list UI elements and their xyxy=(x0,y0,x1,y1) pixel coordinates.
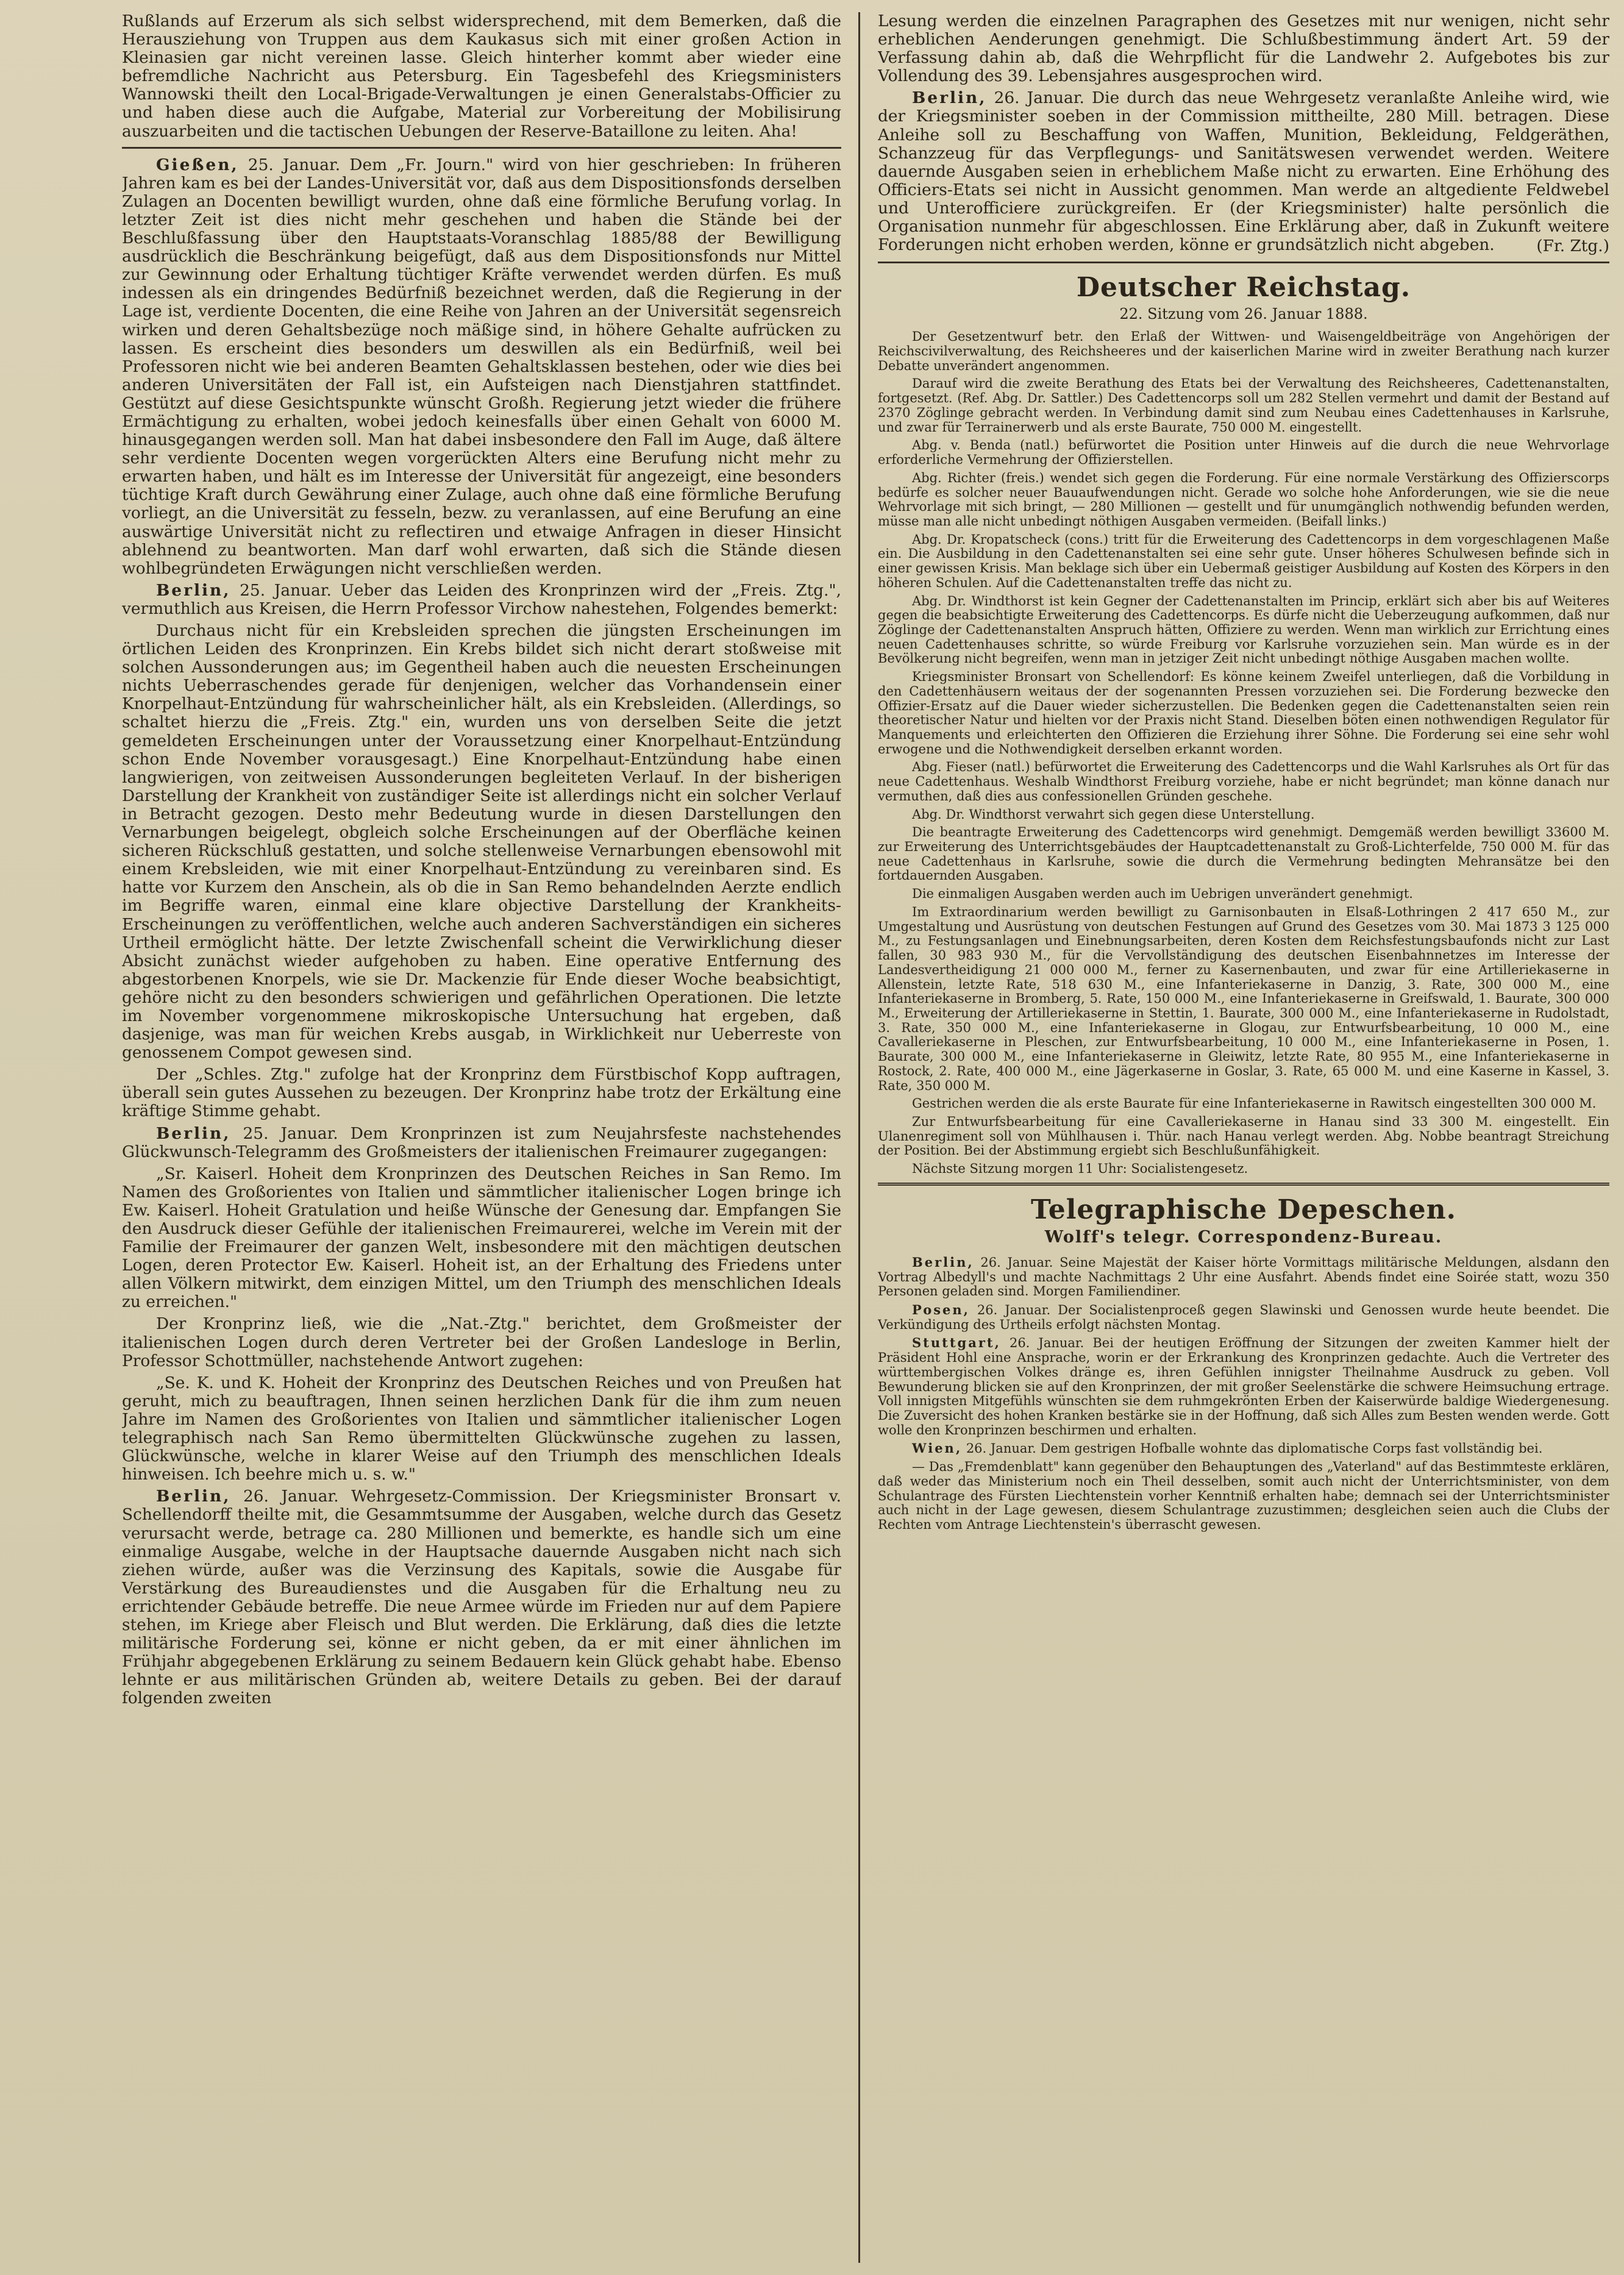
reichstag-para-5: Abg. Dr. Kropatscheck (cons.) tritt für die Erweiterung des Cadettencorps in dem vorgeschlagenen Maße ein. Die Ausbildung in den Cadettenanstalten sei eine sehr gute. Unser höheres Schulwesen befinde sich in einer gewissen Krisis. Man beklage sich über ein Uebermaß geistiger Ausbildung auf Kosten des Körpers in den höheren Schulen. Auf die Cadettenanstalten treffe das nicht zu. xyxy=(878,532,1609,590)
article-berlin-wehrgesetz xyxy=(122,1487,841,1707)
reichstag-para-8: Abg. Fieser (natl.) befürwortet die Erweiterung des Cadettencorps und die Wahl Karlsruhes als Ort für das neue Cadettenhaus. Weshalb Windthorst Freiburg vorziehe, habe er nicht begründet; man könne danach nur vermuthen, daß dies aus confessionellen Gründen geschehe. xyxy=(878,760,1609,803)
reichstag-para-6: Abg. Dr. Windthorst ist kein Gegner der Cadettenanstalten im Princip, erklärt sich aber bis auf Weiteres gegen die beabsichtigte Erweiterung des Cadettencorps. Es dürfe nicht die Ueberzeugung aufkommen, daß nur Zöglinge der Cadettenanstalten Anspruch hätten, Offiziere zu werden. Wenn man wirklich zur Errichtung eines neuen Cadettenhauses schritte, so würde Freiburg vor Karlsruhe vorzuziehen sein. Man würde es in der Bevölkerung nicht begreifen, wenn man in jetziger Zeit nicht unbedingt nöthige Ausgaben machen wollte. xyxy=(878,593,1609,666)
reichstag-para-2: Darauf wird die zweite Berathung des Etats bei der Verwaltung des Reichsheeres, Cadettenanstalten, fortgesetzt. (Ref. Abg. Dr. Sattler.) Des Cadettencorps soll um 282 Stellen vermehrt und damit der Bestand auf 2370 Zöglinge gebracht werden. In Verbindung damit sind zum Neubau eines Cadettenhauses in Karlsruhe, und zwar für Terrainerwerb und als erste Baurate, 750 000 M. eingestellt. xyxy=(878,376,1609,435)
reichstag-para-14: Zur Entwurfsbearbeitung für eine Cavalleriekaserne in Hanau sind 33 300 M. eingestellt. Ein Ulanenregiment soll von Mühlhausen i. Thür. nach Hanau verlegt werden. Abg. Nobbe beantragt Streichung der Position. Bei der Abstimmung ergiebt sich Beschlußunfähigkeit. xyxy=(878,1114,1609,1158)
berlin1-schles: Der „Schles. Ztg." zufolge hat der Kronprinz dem Fürstbischof Kopp auftragen, überall sein gutes Aussehen zu bezeugen. Der Kronprinz habe trotz der Erkältung eine kräftige Stimme gehabt. xyxy=(122,1065,841,1121)
telegram-wien xyxy=(878,1441,1609,1456)
tele-stuttgart-text: 26. Januar. Bei der heutigen Eröffnung der Sitzungen der zweiten Kammer hielt der Präsident Hohl eine Ansprache, worin er der Erkrankung des Kronprinzen gedachte. Auch die Vertreter des württembergischen Volkes dränge es, ihren Gefühlen innigster Theilnahme Ausdruck zu geben. Voll Bewunderung blicken sie auf den Kronprinzen, der mit großer Seelenstärke die schwere Heimsuchung ertrage. Voll innigsten Mitgefühls wünschten sie dem ruhmgekrönten Erben der Kaiserwürde baldige Wiedergenesung. Die Zuversicht des hohen Kranken bestärke sie in der Hoffnung, daß sich Alles zum Besten wenden werde. Gott wolle den Kronprinzen beschirmen und erhalten. xyxy=(878,1336,1609,1437)
dateline-tele-wien: Wien, xyxy=(912,1440,963,1456)
left-column xyxy=(122,12,841,2263)
reichstag-para-12: Im Extraordinarium werden bewilligt zu Garnisonbauten in Elsaß-Lothringen 2 417 650 M., zur Umgestaltung und Ausrüstung von deutschen Festungen auf Grund des Gesetzes vom 30. Mai 1873 3 125 000 M., zu Festungsanlagen und Einebnungsarbeiten, deren Kosten dem Reichsfestungsbaufonds nicht zur Last fallen, 30 983 930 M., für die Vervollständigung des deutschen Eisenbahnnetzes im Interesse der Landesvertheidigung 21 000 000 M., ferner zu Kasernenbauten, und zwar für eine Artilleriekaserne in Allenstein, letzte Rate, 518 630 M., eine Infanteriekaserne in Danzig, 3. Rate, 300 000 M., eine Infanteriekaserne in Bromberg, 5. Rate, 150 000 M., eine Infanteriekaserne in Greifswald, 1. Baurate, 300 000 M., Erweiterung der Artilleriekaserne in Stettin, 1. Baurate, 300 000 M., eine Infanteriekaserne in Rudolstadt, 3. Rate, 350 000 M., eine Infanteriekaserne in Glogau, zur Entwurfsbearbeitung, 10 000 M., eine Cavalleriekaserne in Pleschen, zur Entwurfsbearbeitung, 10 000 M., eine Infanteriekaserne in Posen, 1. Baurate, 300 000 M., eine Infanteriekaserne in Gleiwitz, letzte Rate, 80 955 M., eine Infanteriekaserne in Rostock, 2. Rate, 400 000 M., eine Jägerkaserne in Goslar, 3. Rate, 65 000 M. und eine Kaserne in Kassel, 3. Rate, 350 000 M. xyxy=(878,904,1609,1093)
dateline-berlin-3: Berlin, xyxy=(156,1487,231,1506)
dateline-berlin-2: Berlin, xyxy=(156,1123,231,1143)
dateline-tele-berlin: Berlin, xyxy=(912,1254,974,1270)
section-divider-telegraph xyxy=(878,1183,1609,1186)
berlin2-text: 25. Januar. Dem Kronprinzen ist zum Neujahrsfeste nachstehendes Glückwunsch-Telegramm des Großmeisters der italienischen Freimaurer zugegangen: xyxy=(122,1123,841,1161)
dateline-berlin-1: Berlin, xyxy=(156,580,231,600)
berlin1-text: 25. Januar. Ueber das Leiden des Kronprinzen wird der „Freis. Ztg.", vermuthlich aus Kreisen, die Herrn Professor Virchow nahestehen, Folgendes bemerkt: xyxy=(122,580,841,618)
reichstag-para-15: Nächste Sitzung morgen 11 Uhr: Socialistengesetz. xyxy=(912,1161,1248,1177)
reichstag-para-13: Gestrichen werden die als erste Baurate für eine Infanteriekaserne in Rawitsch eingestellten 300 000 M. xyxy=(912,1096,1597,1111)
berlin1-quote: Durchaus nicht für ein Krebsleiden sprechen die jüngsten Erscheinungen im örtlichen Leiden des Kronprinzen. Ein Krebs bildet sich nicht derart stoßweise mit solchen Aussonderungen aus; im Gegentheil haben auch die neuesten Erscheinungen nichts Ueberraschendes gerade für denjenigen, welcher das Vorhandensein einer Knorpelhaut-Entzündung für wahrscheinlicher hält, als ein Krebsleiden. (Allerdings, so schaltet hierzu die „Freis. Ztg." ein, wurden uns von derselben Seite die jetzt gemeldeten Erscheinungen unter der Voraussetzung einer Knorpelhaut-Entzündung schon Ende November vorausgesagt.) Eine Knorpelhaut-Entzündung habe einen langwierigen, von zeitweisen Aussonderungen begleiteten Verlauf. In der bisherigen Darstellung der Krankheit von zuständiger Seite ist allerdings nicht ein solcher Verlauf in Betracht gezogen. Desto mehr Bedeutung wurde in diesen Darstellungen den Vernarbungen beigelegt, obgleich solche Erscheinungen auf der Oberfläche keinen sicheren Rückschluß gestatten, und solche stellenweise Vernarbungen ebensowohl mit einem Krebsleiden, wie mit einer Knorpelhaut-Entzündung zu vereinbaren sind. Es hatte vor Kurzem den Anschein, als ob die in San Remo behandelnden Aerzte endlich im Begriffe waren, einmal eine klare objective Darstellung der Krankheits-Erscheinungen zu veröffentlichen, welche auch anderen Sachverständigen ein sicheres Urtheil ermöglicht hätte. Der letzte Zwischenfall scheint die Verwirklichung dieser Absicht zunächst wieder aufgehoben zu haben. Eine operative Entfernung des abgestorbenen Knorpels, wie sie Dr. Mackenzie für Ende dieser Woche beabsichtigt, gehöre nicht zu den besonders schwierigen und gefährlichen Operationen. Die letzte im November vorgenommene mikroskopische Untersuchung hat ergeben, daß dasjenige, was man für weichen Krebs ausgab, in Wirklichkeit nur Ueberreste von genossenem Compot gewesen sind. xyxy=(122,621,841,1063)
tele-wien-text: 26. Januar. Dem gestrigen Hofballe wohnte das diplomatische Corps fast vollständig bei. xyxy=(962,1441,1543,1456)
berlin2-answer: „Se. K. und K. Hoheit der Kronprinz des Deutschen Reiches und von Preußen hat geruht, mich zu beauftragen, Ihnen seinen herzlichen Dank für die ihm zum neuen Jahre im Namen des Großorientes von Italien und sämmtlicher italienischer Logen telegraphisch nach San Remo übermittelten Glückwünsche zugehen zu lassen, Glückwünsche, welche in klarer Weise auf den Triumph des menschlichen Ideals hinweisen. Ich beehre mich u. s. w." xyxy=(122,1373,841,1484)
tele-berlin-text: 26. Januar. Seine Majestät der Kaiser hörte Vormittags militärische Meldungen, alsdann den Vortrag Albedyll's und machte Nachmittags 2 Uhr eine Ausfahrt. Abends findet eine Soirée statt, wozu 350 Personen geladen sind. Morgen Familiendiner. xyxy=(878,1255,1609,1299)
article-divider xyxy=(122,147,841,149)
reichstag-para-7: Kriegsminister Bronsart von Schellendorf: Es könne keinem Zweifel unterliegen, daß die Vorbildung in den Cadettenhäusern weitaus der der sogenannten Pressen vorzuziehen sei. Die Forderung bezwecke den Offizier-Ersatz auf die Dauer wieder sicherzustellen. Die Bedenken gegen die Cadettenanstalten seien rein theoretischer Natur und hielten vor der Praxis nicht Stand. Dieselben böten einen nothwendigen Regulator für Manquements und erleichterten den Offizieren die Erziehung ihrer Söhne. Die Forderung sei eine sehr wohl erwogene und die Nothwendigkeit derselben erkannt worden. xyxy=(878,669,1609,757)
reichstag-para-1: Der Gesetzentwurf betr. den Erlaß der Wittwen- und Waisengeldbeiträge von Angehörigen der Reichscivilverwaltung, des Reichsheeres und der kaiserlichen Marine wird in zweiter Berathung nach kurzer Debatte unverändert angenommen. xyxy=(878,329,1609,373)
wehrgesetz-continuation: Lesung werden die einzelnen Paragraphen des Gesetzes mit nur wenigen, nicht sehr erheblichen Aenderungen genehmigt. Die Schlußbestimmung ändert Art. 59 der Verfassung dahin ab, daß die Wehrpflicht für die Landwehr 2. Aufgebotes bis zur Vollendung des 39. Lebensjahres ausgesprochen wird. xyxy=(878,12,1609,86)
dateline-berlin-anleihe: Berlin, xyxy=(912,88,987,108)
dateline-giessen: Gießen, xyxy=(156,155,239,174)
reichstag-para-4: Abg. Richter (freis.) wendet sich gegen die Forderung. Für eine normale Verstärkung des Offizierscorps bedürfe es solcher neuer Bauaufwendungen nicht. Gerade wo solche hohe Anforderungen, wie sie die neue Wehrvorlage mit sich bringt, — 280 Millionen — gestellt und für unumgänglich nothwendig befunden werden, müsse man alle nicht unbedingt nöthigen Ausgaben vermeiden. (Beifall links.) xyxy=(878,470,1609,529)
article-berlin-freimaurer xyxy=(122,1125,841,1161)
giessen-text: 25. Januar. Dem „Fr. Journ." wird von hier geschrieben: In früheren Jahren kam es bei der Landes-Universität vor, daß aus dem Dispositionsfonds derselben Zulagen an Docenten bewilligt wurden, ohne daß eine förmliche Berufung vorlag. In letzter Zeit ist dies nicht mehr geschehen und haben die Stände bei der Beschlußfassung über den Hauptstaats-Voranschlag 1885/88 der Bewilligung ausdrücklich die Beschränkung beigefügt, daß aus dem Dispositionsfonds nur Mittel zur Gewinnung oder Erhaltung tüchtiger Kräfte verwendet werden dürfen. Es muß indessen als ein dringendes Bedürfniß bezeichnet werden, daß die Regierung in der Lage ist, verdiente Docenten, die eine Reihe von Jahren an der Universität segensreich wirken und deren Gehaltsbezüge noch mäßige sind, in höhere Gehalte aufrücken zu lassen. Es erscheint dies besonders um deswillen als ein Bedürfniß, weil bei Professoren nicht wie bei anderen Beamten Gehaltsklassen bestehen, oder wie dies bei anderen Universitäten der Fall ist, ein Aufsteigen nach Dienstjahren stattfindet. Gestützt auf diese Gesichtspunkte wünscht Großh. Regierung jetzt wieder die frühere Ermächtigung zu erhalten, wobei jedoch keinesfalls über einen Gehalt von 6000 M. hinausgegangen werden soll. Man hat dabei insbesondere den Fall im Auge, daß ältere sehr verdiente Docenten wegen vorgerückten Alters eine Berufung nicht mehr zu erwarten haben, und hält es im Interesse der Universität für angezeigt, eine besonders tüchtige Kraft durch Gewährung einer Zulage, auch ohne daß eine förmliche Berufung vorliegt, an die Universität zu fesseln, bezw. zu veranlassen, auf eine Berufung an eine auswärtige Universität nicht zu reflectiren und etwaige Anfragen in dieser Hinsicht ablehnend zu beantworten. Man darf wohl erwarten, daß sich die Stände diesen wohlbegründeten Erwägungen nicht verschließen werden. xyxy=(122,155,841,578)
reichstag-para-9: Abg. Dr. Windthorst verwahrt sich gegen diese Unterstellung. xyxy=(912,806,1315,822)
telegraph-subheading: Wolff's telegr. Correspondenz-Bureau. xyxy=(1044,1227,1443,1247)
berlin2-reply: Der Kronprinz ließ, wie die „Nat.-Ztg." berichtet, dem Großmeister der italienischen Logen durch deren Vertreter bei der Großen Landesloge in Berlin, Professor Schottmüller, nachstehende Antwort zugehen: xyxy=(122,1314,841,1370)
article-giessen xyxy=(122,156,841,578)
reichstag-session: 22. Sitzung vom 26. Januar 1888. xyxy=(1119,305,1368,323)
berlin2-quote: „Sr. Kaiserl. Hoheit dem Kronprinzen des Deutschen Reiches in San Remo. Im Namen des Großorientes von Italien und sämmtlicher italienischer Logen bringe ich Ew. Kaiserl. Hoheit Gratulation und heiße Wünsche der Genesung dar. Empfangen Sie den Ausdruck dieser Gefühle der italienischen Freimaurerei, welche im Verein mit der Familie der Freimaurer der ganzen Welt, insbesondere mit den mächtigen deutschen Logen, deren Protector Ew. Kaiserl. Hoheit ist, an der Erhaltung des Friedens unter allen Völkern mitwirkt, dem einzigen Mittel, um den Triumph des menschlichen Ideals zu erreichen." xyxy=(122,1164,841,1312)
dateline-tele-stuttgart: Stuttgart, xyxy=(912,1335,1001,1351)
telegram-berlin xyxy=(878,1255,1609,1299)
source-fr-ztg: (Fr. Ztg.) xyxy=(1536,237,1609,256)
section-divider xyxy=(878,262,1609,263)
reichstag-heading: Deutscher Reichstag. xyxy=(1076,272,1411,304)
telegram-posen xyxy=(878,1303,1609,1332)
reichstag-para-10: Die beantragte Erweiterung des Cadettencorps wird genehmigt. Demgemäß werden bewilligt 33600 M. zur Erweiterung des Unterrichtsgebäudes der Hauptcadettenanstalt zu Groß-Lichterfelde, 750 000 M. für das neue Cadettenhaus in Karlsruhe, sowie die durch die Vermehrung bedingten Mehransätze bei den fortdauernden Ausgaben. xyxy=(878,825,1609,883)
article-berlin-anleihe xyxy=(878,89,1609,254)
telegram-fremdenblatt: — Das „Fremdenblatt" kann gegenüber den Behauptungen des „Vaterland" auf das Bestimmteste erklären, daß weder das Ministerium noch ein Theil desselben, somit auch nicht der Unterrichtsminister, von dem Schulantrage des Fürsten Liechtenstein vorher Kenntniß erhalten habe; demnach sei der Unterrichtsminister auch nicht in der Lage gewesen, diesem Schulantrage zuzustimmen; desgleichen seien auch die Clubs der Rechten vom Antrage Liechtenstein's überrascht gewesen. xyxy=(878,1459,1609,1533)
article-russia-continuation: Rußlands auf Erzerum als sich selbst widersprechend, mit dem Bemerken, daß die Herausziehung von Truppen aus dem Kaukasus sich mit einer großen Action in Kleinasien gar nicht vereinen lasse. Gleich hinterher kommt aber wieder eine befremdliche Nachricht aus Petersburg. Ein Tagesbefehl des Kriegsministers Wannowski theilt den Local-Brigade-Verwaltungen je einen Generalstabs-Officier zu und haben diese auch die Aufgabe, Material zur Vorbereitung der Mobilisirung auszuarbeiten und die tactischen Uebungen der Reserve-Bataillone zu leiten. Aha! xyxy=(122,12,841,141)
reichstag-para-3: Abg. v. Benda (natl.) befürwortet die Position unter Hinweis auf die durch die neue Wehrvorlage erforderliche Vermehrung der Offizierstellen. xyxy=(878,438,1609,468)
tele-posen-text: 26. Januar. Der Socialistenproceß gegen Slawinski und Genossen wurde heute beendet. Die Verkündigung des Urtheils erfolgt nächsten Montag. xyxy=(878,1303,1609,1332)
telegram-stuttgart xyxy=(878,1336,1609,1437)
berlin3-text: 26. Januar. Wehrgesetz-Commission. Der Kriegsminister Bronsart v. Schellendorff theilte mit, die Gesammtsumme der Ausgaben, welche durch das Gesetz verursacht werde, betrage ca. 280 Millionen und bemerkte, es handle sich um eine einmalige Ausgabe, welche in der Hauptsache dauernde Ausgaben nicht nach sich ziehen würde, außer was die Verzinsung des Kapitals, sowie die Ausgabe für Verstärkung des Bureaudienstes und die Ausgaben für die Erhaltung neu zu errichtender Gebäude betreffe. Die neue Armee würde im Frieden nur auf dem Papiere stehen, im Kriege aber Fleisch und Blut werden. Die Erklärung, daß dies die letzte militärische Forderung sei, könne er nicht geben, da er mit einer ähnlichen im Frühjahr abgegebenen Erklärung zu seinem Bedauern kein Glück gehabt habe. Ebenso lehnte er aus militärischen Gründen ab, weitere Details zu geben. Bei der darauf folgenden zweiten xyxy=(122,1487,841,1708)
right-column xyxy=(878,12,1609,2263)
berlin-anleihe-text: 26. Januar. Die durch das neue Wehrgesetz veranlaßte Anleihe wird, wie der Kriegsminister soeben in der Commission mittheilte, 280 Mill. betragen. Diese Anleihe soll zu Beschaffung von Waffen, Munition, Bekleidung, Feldgeräthen, Schanzzeug für das Verpflegungs- und Sanitätswesen verwendet werden. Weitere dauernde Ausgaben seien in erheblichem Maße nicht zu erwarten. Eine Erhöhung des Officiers-Etats sei nicht in Aussicht genommen. Man werde an altgediente Feldwebel und Unterofficiere zurückgreifen. Er (der Kriegsminister) halte persönlich die Organisation nunmehr für abgeschlossen. Eine Erklärung aber, daß in Zukunft weitere Forderungen nicht erhoben werden, könne er grundsätzlich nicht abgeben. xyxy=(878,88,1609,255)
reichstag-para-11: Die einmaligen Ausgaben werden auch im Uebrigen unverändert genehmigt. xyxy=(912,886,1413,902)
article-berlin-kronprinz xyxy=(122,582,841,618)
column-divider xyxy=(858,12,860,2263)
telegraph-heading: Telegraphische Depeschen. xyxy=(1031,1194,1456,1225)
dateline-tele-posen: Posen, xyxy=(912,1302,970,1317)
